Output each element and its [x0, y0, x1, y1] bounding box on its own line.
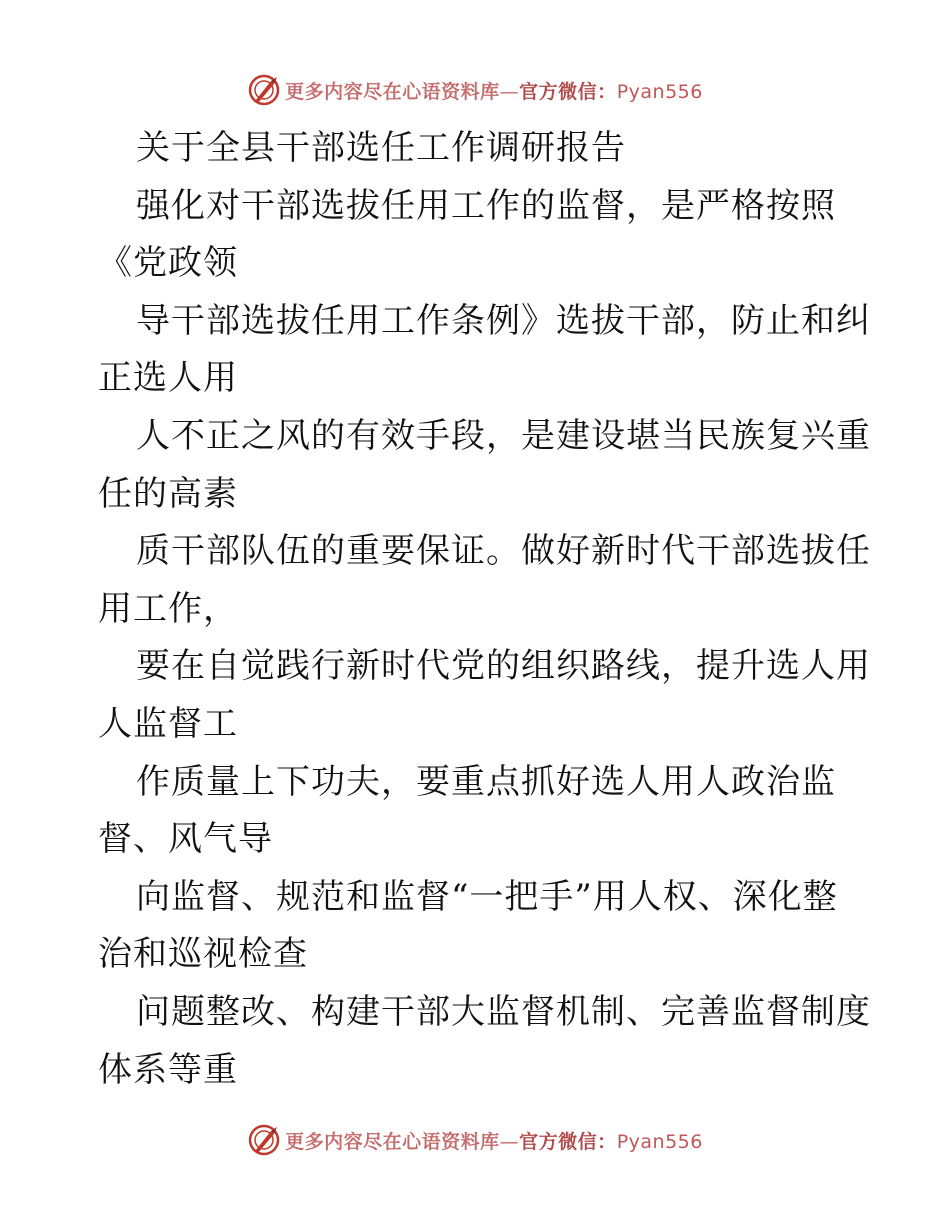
header-banner-main: 更多内容尽在心语资料库: [285, 80, 500, 103]
header-banner: [0, 70, 950, 110]
header-banner-text: [285, 77, 703, 104]
text-line: 体系等重: [98, 1049, 238, 1090]
text-line: 向监督、规范和监督“一把手”用人权、深化整: [136, 876, 838, 917]
footer-banner: [0, 1120, 950, 1160]
text-line: 导干部选拔任用工作条例》选拔干部，防止和纠: [136, 300, 871, 341]
text-line: 要在自觉践行新时代党的组织路线，提升选人用: [136, 646, 871, 687]
text-line: 督、风气导: [98, 819, 273, 860]
text-line: 人监督工: [98, 703, 238, 744]
footer-banner-separator: —: [499, 1130, 520, 1153]
document-title: 关于全县干部选任工作调研报告: [136, 128, 626, 168]
logo-icon: [247, 73, 281, 107]
text-line: 质干部队伍的重要保证。做好新时代干部选拔任: [136, 531, 871, 572]
text-line: 问题整改、构建干部大监督机制、完善监督制度: [136, 991, 871, 1032]
footer-banner-official: 官方微信：: [519, 1130, 617, 1153]
text-line: 治和巡视检查: [98, 934, 308, 975]
header-banner-official: 官方微信：: [519, 80, 617, 103]
text-line: 强化对干部选拔任用工作的监督，是严格按照: [136, 185, 836, 226]
text-line: 正选人用: [98, 358, 238, 399]
text-line: 人不正之风的有效手段，是建设堪当民族复兴重: [136, 415, 871, 456]
text-line: 任的高素: [98, 473, 238, 514]
header-banner-wechat-id: Pyan556: [616, 80, 703, 103]
footer-banner-main: 更多内容尽在心语资料库: [285, 1130, 500, 1153]
text-line: 《党政领: [98, 243, 238, 284]
footer-banner-wechat-id: Pyan556: [616, 1130, 703, 1153]
header-banner-separator: —: [499, 80, 520, 103]
text-line: 作质量上下功夫，要重点抓好选人用人政治监: [136, 761, 836, 802]
text-line: 用工作，: [98, 588, 238, 629]
document-body: [98, 120, 871, 1099]
logo-icon: [247, 1123, 281, 1157]
footer-banner-text: [285, 1127, 703, 1154]
